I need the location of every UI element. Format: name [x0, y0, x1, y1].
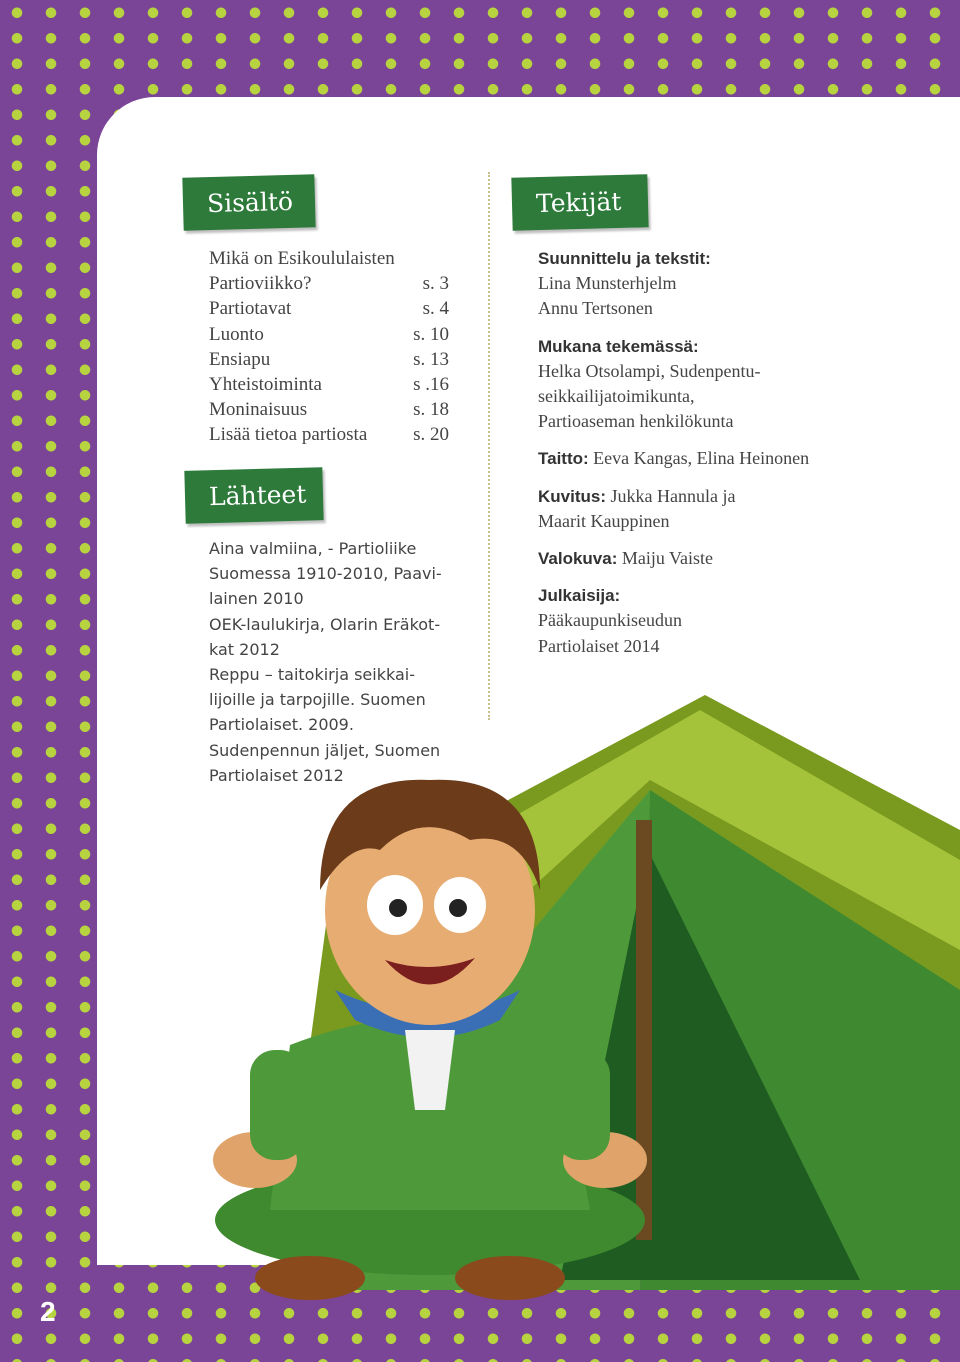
toc-item[interactable]: Lisää tietoa partiosta s. 20: [209, 424, 449, 446]
sources-heading: Lähteet: [184, 467, 323, 524]
toc-item[interactable]: Mikä on Esikoululaisten: [209, 248, 395, 269]
toc-item[interactable]: Luonto s. 10: [209, 323, 449, 345]
credit-illustration: Kuvitus: Jukka Hannula ja Maarit Kauppinen: [538, 485, 736, 531]
tent-pole: [636, 820, 652, 1240]
column-divider: [488, 172, 490, 720]
source-line: lainen 2010: [209, 589, 304, 609]
source-line: Suomessa 1910-2010, Paavi-: [209, 564, 442, 584]
contents-heading: Sisältö: [182, 174, 315, 230]
source-line: OEK-laulukirja, Olarin Eräkot-: [209, 614, 441, 634]
toc-item[interactable]: Moninaisuus s. 18: [209, 399, 449, 421]
toc-item[interactable]: Yhteistoiminta s .16: [209, 374, 449, 396]
scout-left-foot: [255, 1256, 365, 1300]
toc-item[interactable]: Ensiapu s. 13: [209, 348, 449, 370]
source-line: kat 2012: [209, 639, 280, 659]
credits-list: [538, 246, 858, 671]
scout-tent-illustration: [0, 690, 960, 1362]
authors-heading: Tekijät: [511, 174, 648, 231]
scout-left-pupil: [389, 899, 407, 917]
scout-left-arm: [250, 1050, 305, 1160]
source-line: lijoille ja tarpojille. Suomen: [209, 690, 426, 710]
page-number: 2: [40, 1296, 56, 1327]
source-line: Sudenpennun jäljet, Suomen: [209, 740, 441, 760]
source-line: Aina valmiina, - Partioliike: [209, 539, 417, 558]
scout-right-pupil: [449, 899, 467, 917]
source-line: Partiolaiset. 2009.: [209, 715, 354, 735]
credit-involved: Mukana tekemässä: Helka Otsolampi, Sudenpentu- seikkailijatoimikunta, Partioaseman henkilökunta: [538, 336, 761, 432]
toc-item[interactable]: Partiotavat s. 4: [209, 298, 449, 320]
credit-layout: Taitto: Eeva Kangas, Elina Heinonen: [538, 448, 810, 469]
credit-photo: Valokuva: Maiju Vaiste: [538, 548, 714, 569]
table-of-contents: [209, 246, 449, 448]
scout-right-foot: [455, 1256, 565, 1300]
credit-publisher: Julkaisija: Pääkaupunkiseudun Partiolaiset 2014: [538, 586, 682, 656]
source-line: Reppu – taitokirja seikkai-: [209, 665, 415, 685]
credit-design: Suunnittelu ja tekstit: Lina Munsterhjelm Annu Tertsonen: [538, 249, 711, 319]
toc-item[interactable]: Partioviikko? s. 3: [209, 273, 449, 295]
scout-right-arm: [555, 1050, 610, 1160]
source-line: Partiolaiset 2012: [209, 765, 344, 785]
